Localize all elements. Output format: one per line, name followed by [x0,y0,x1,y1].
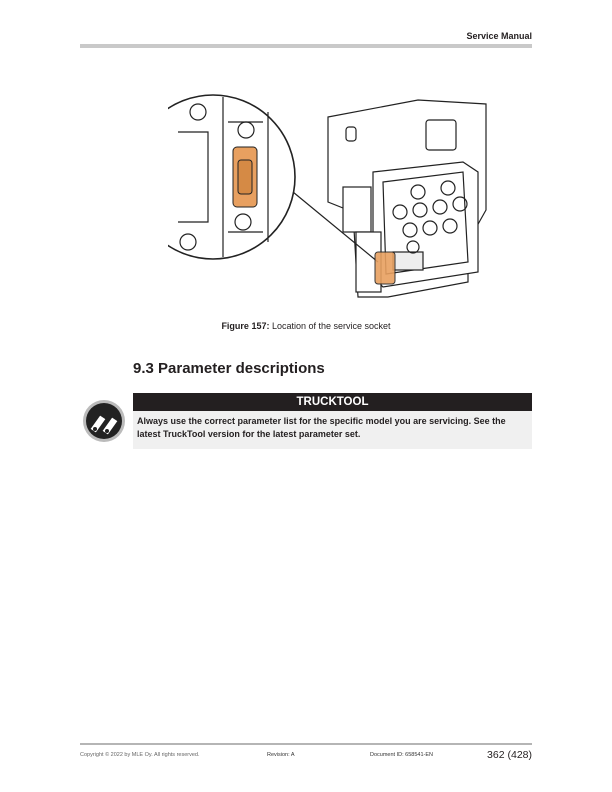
footer-rule [80,743,532,745]
footer-copyright: Copyright © 2022 by MLE Oy. All rights reserved. [80,752,200,758]
footer-document-id: Document ID: 658541-EN [370,752,433,758]
header-rule [80,44,532,48]
figure-caption [80,321,532,331]
figure-caption-text: Location of the service socket [271,321,391,331]
header-title: Service Manual [466,31,532,41]
trucktool-connector-icon [82,399,126,443]
section-heading: 9.3 Parameter descriptions [133,360,325,377]
footer-revision: Revision: A [267,752,295,758]
note-title: TRUCKTOOL [133,393,532,411]
page-number: 362 (428) [487,749,532,761]
service-socket-illustration [168,92,498,314]
figure-label: Figure 157: [221,321,270,331]
note-text: Always use the correct parameter list for the specific model you are servicing. See the latest TruckTool version for the latest parameter set. [133,411,532,449]
